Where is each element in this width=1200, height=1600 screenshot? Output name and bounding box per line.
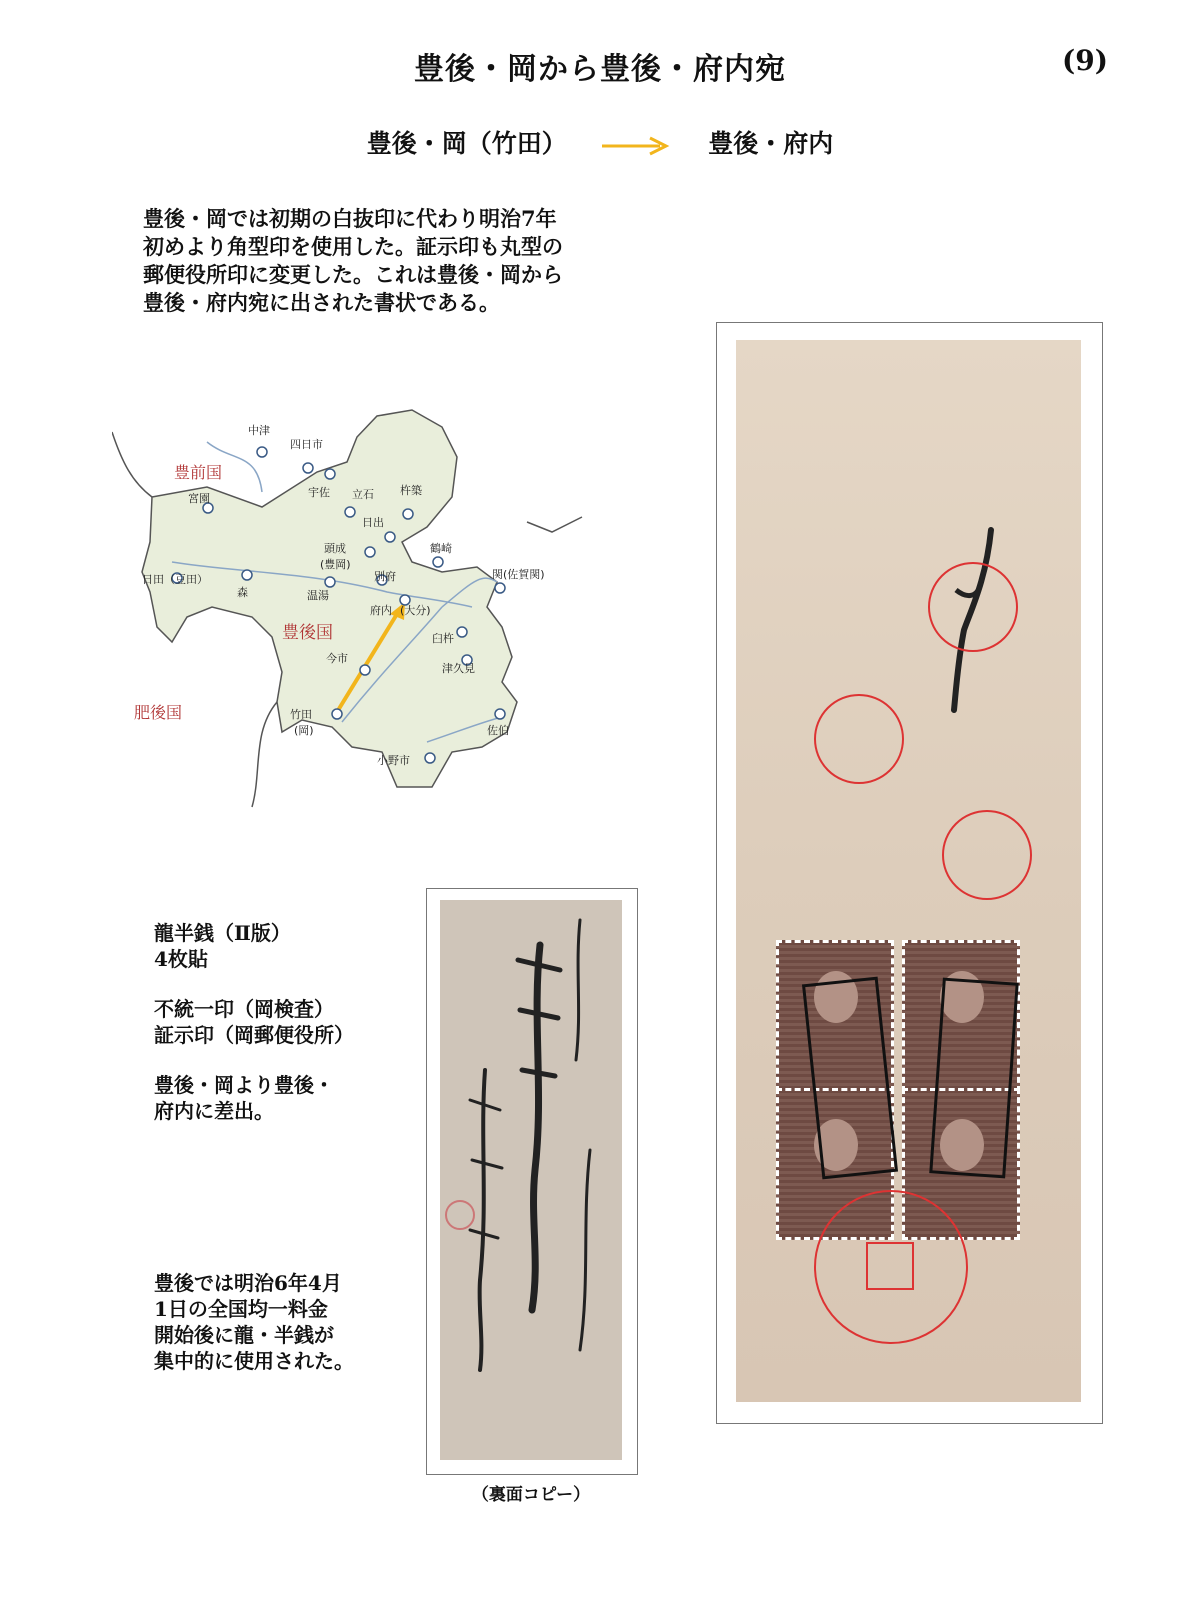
map-place: 津久見 xyxy=(442,662,475,675)
route-map xyxy=(112,402,612,814)
intro-line: 郵便役所印に変更した。これは豊後・岡から xyxy=(143,262,563,287)
note-line: 府内に差出。 xyxy=(154,1099,274,1123)
map-place: 宮園 xyxy=(188,492,210,505)
note-line: 龍半銭（Ⅱ版） xyxy=(154,921,291,945)
red-seal xyxy=(928,562,1018,652)
map-place: 立石 xyxy=(352,488,374,501)
red-seal xyxy=(942,810,1032,900)
map-place: 日田（豆田） xyxy=(142,573,208,586)
note-stamp-type xyxy=(154,920,291,972)
cover-front-image xyxy=(736,340,1081,1402)
square-cancel xyxy=(929,978,1018,1179)
note-line: 豊後・岡より豊後・ xyxy=(154,1073,334,1097)
map-place: 温湯 xyxy=(307,589,329,602)
cover-back-caption: （裏面コピー） xyxy=(471,1485,591,1505)
page-number: (9) xyxy=(1062,44,1108,77)
map-place: 小野市 xyxy=(377,754,410,767)
map-place: (大分) xyxy=(400,604,431,617)
map-label-bungo: 豊後国 xyxy=(282,623,333,643)
map-place: 中津 xyxy=(248,424,270,437)
cover-back-image xyxy=(440,900,622,1460)
map-place: 杵築 xyxy=(400,484,422,497)
note-line: 4枚貼 xyxy=(154,947,208,971)
map-place: 今市 xyxy=(326,652,348,665)
map-place: 日出 xyxy=(362,516,384,529)
note-line: 1日の全国均一料金 xyxy=(154,1297,328,1321)
map-place: 府内 xyxy=(370,604,392,617)
map-place: 竹田 xyxy=(290,708,312,721)
intro-line: 初めより角型印を使用した。証示印も丸型の xyxy=(143,234,563,259)
map-place: 鶴崎 xyxy=(430,542,452,555)
route-from: 豊後・岡（竹田） xyxy=(366,129,567,158)
map-place: 関(佐賀関) xyxy=(492,568,545,581)
intro-line: 豊後・府内宛に出された書状である。 xyxy=(143,290,500,315)
map-place: (豊岡) xyxy=(320,558,351,571)
arrow-right-icon xyxy=(600,136,670,156)
route-line xyxy=(0,124,1200,160)
note-postmarks xyxy=(154,996,354,1048)
note-line: 集中的に使用された。 xyxy=(154,1349,354,1373)
calligraphy xyxy=(440,900,622,1460)
map-place: (岡) xyxy=(294,724,314,737)
map-place: 別府 xyxy=(374,570,396,583)
map-place: 頭成 xyxy=(324,542,346,555)
map-place: 佐伯 xyxy=(487,724,509,737)
intro-paragraph xyxy=(143,205,603,317)
note-route xyxy=(154,1072,334,1124)
seal-center-mark xyxy=(866,1242,914,1290)
map-place: 臼杵 xyxy=(432,632,454,645)
note-line: 開始後に龍・半銭が xyxy=(154,1323,334,1347)
page-title: 豊後・岡から豊後・府内宛 xyxy=(414,52,786,87)
map-label-buzen: 豊前国 xyxy=(174,463,223,482)
note-line: 豊後では明治6年4月 xyxy=(154,1271,342,1295)
route-to: 豊後・府内 xyxy=(708,129,834,158)
map-label-higo: 肥後国 xyxy=(134,703,183,722)
map-place: 森 xyxy=(237,586,248,599)
note-line: 証示印（岡郵便役所） xyxy=(154,1023,354,1047)
map-place: 宇佐 xyxy=(308,486,330,499)
note-line: 不統一印（岡検査） xyxy=(154,997,334,1021)
map-place: 四日市 xyxy=(290,438,323,451)
note-history xyxy=(154,1270,354,1374)
red-seal xyxy=(814,694,904,784)
intro-line: 豊後・岡では初期の白抜印に代わり明治7年 xyxy=(143,206,557,231)
